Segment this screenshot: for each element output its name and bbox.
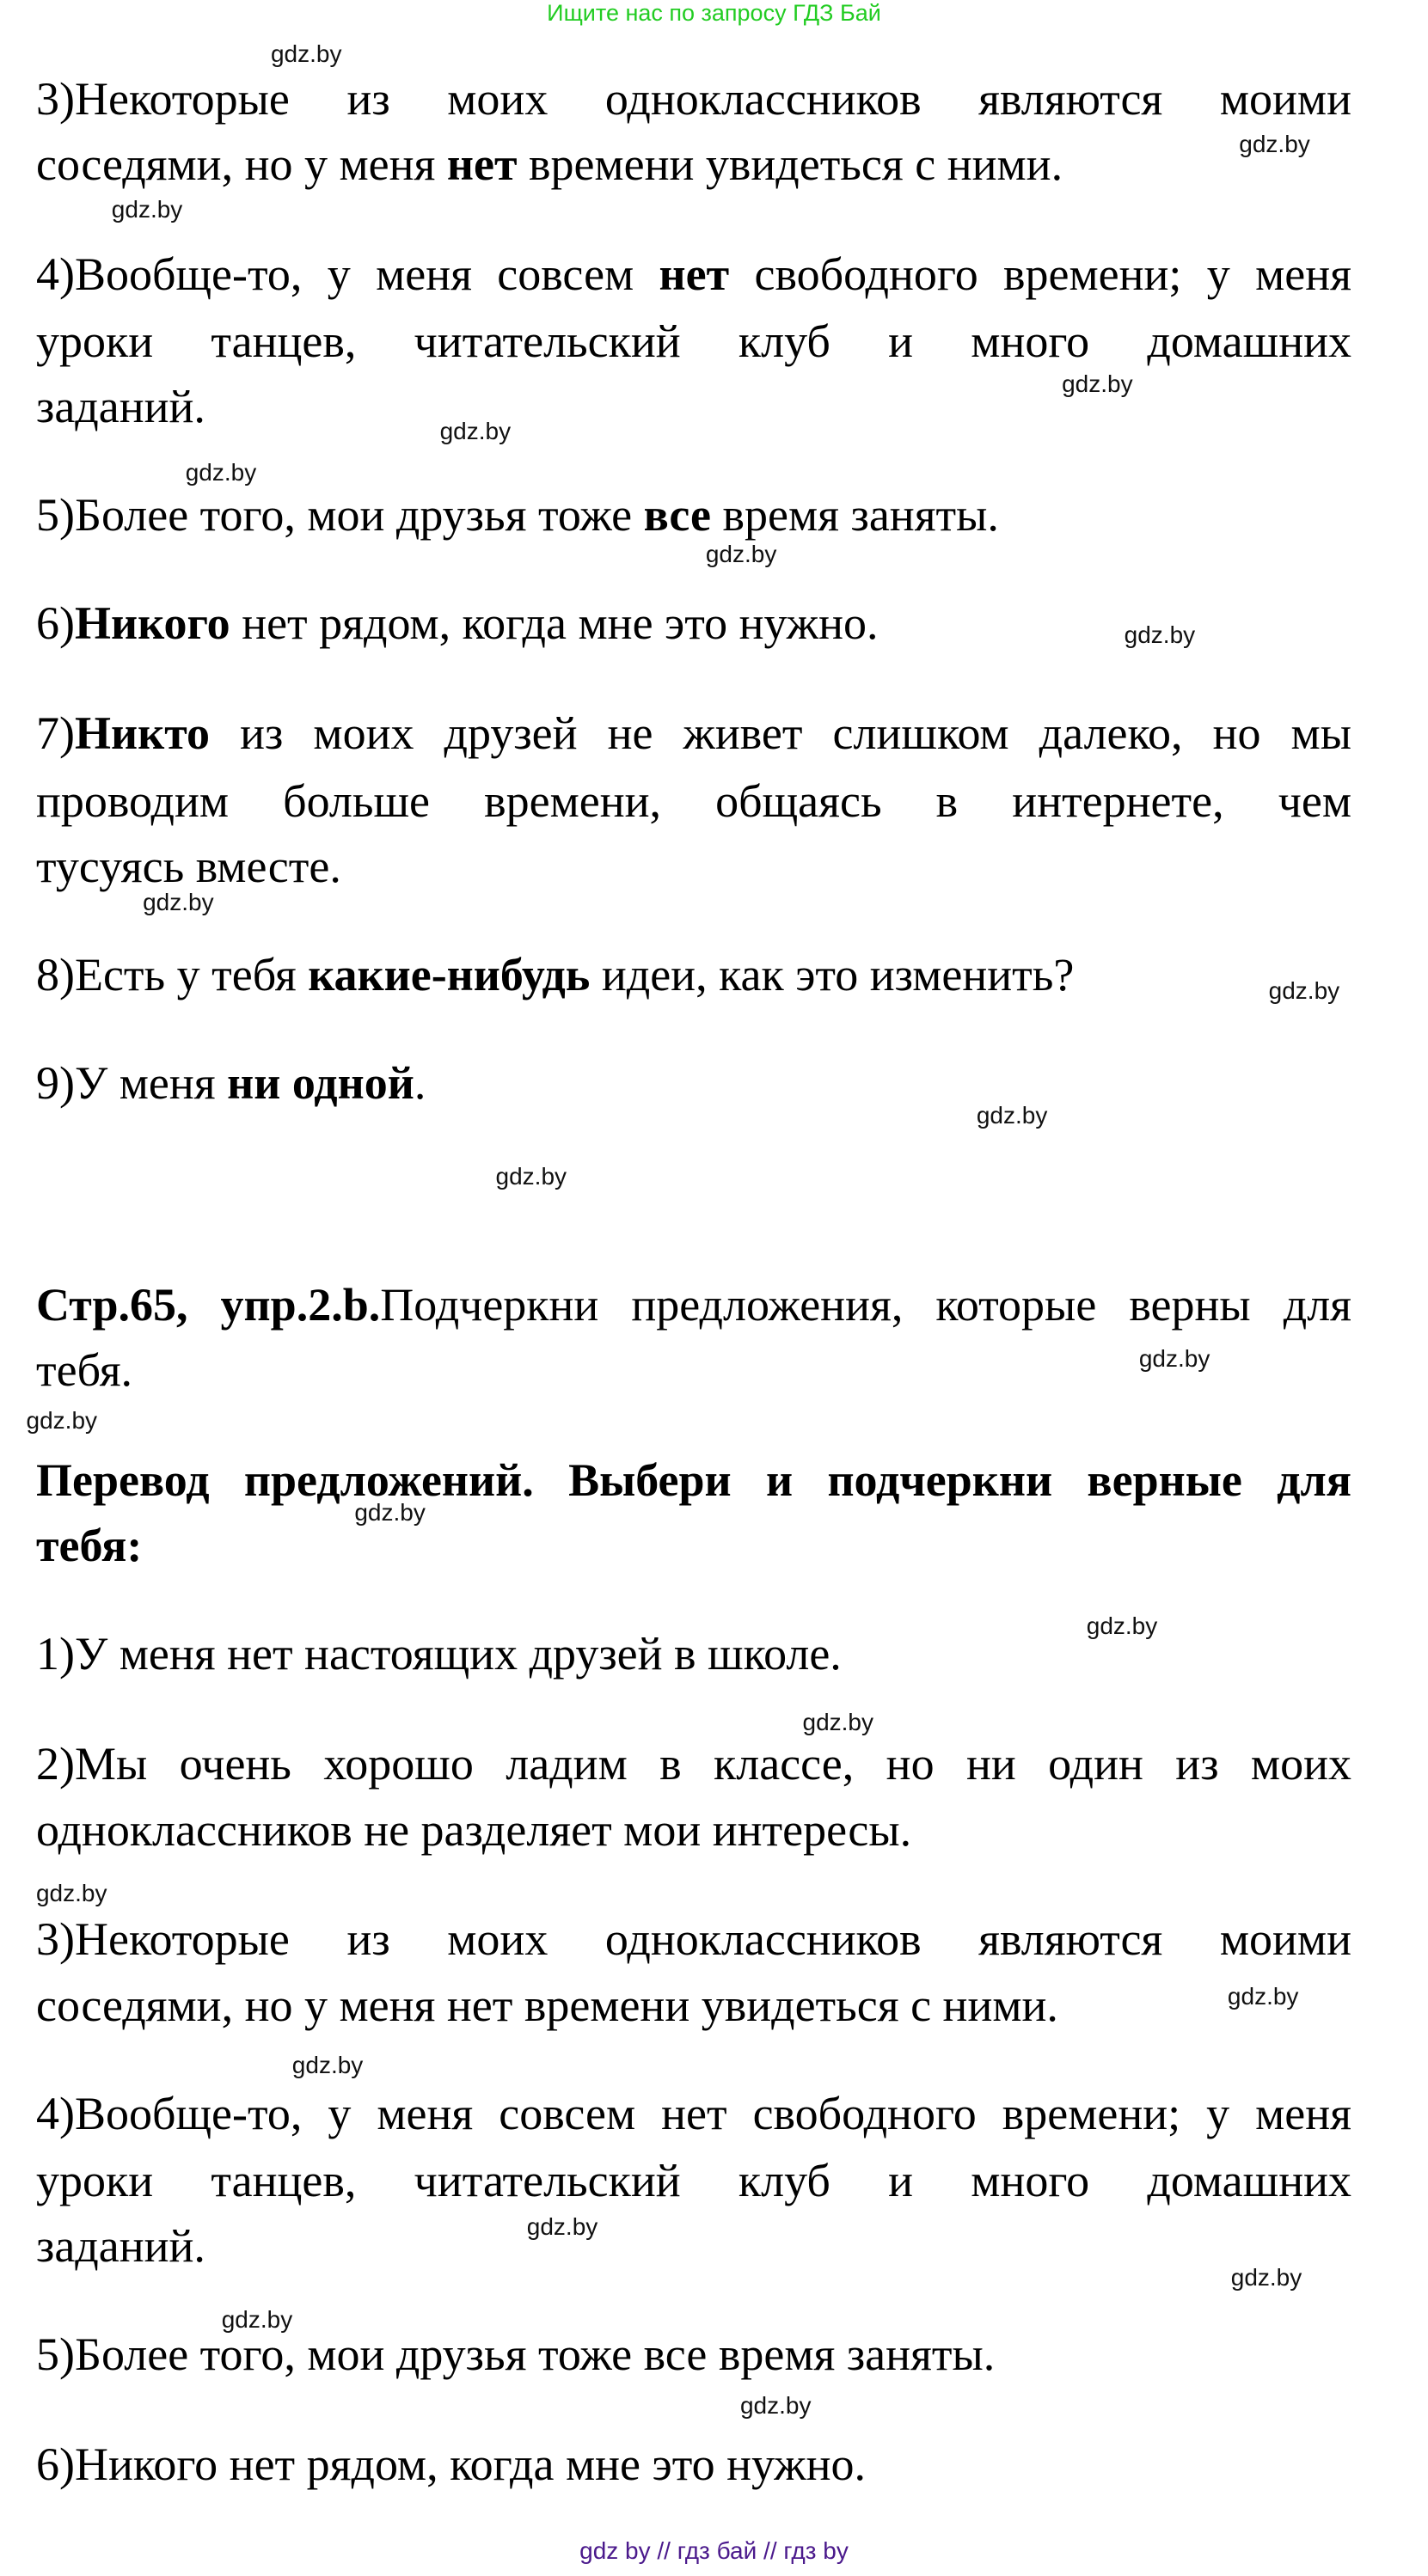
watermark: gdz.by <box>185 458 257 486</box>
text: 3)Некоторые из моих одноклассников являются моими <box>36 1913 1351 1966</box>
text: одноклассников не разделяет мои интересы. <box>36 1803 912 1856</box>
watermark: gdz.by <box>1124 621 1196 648</box>
text: тебя. <box>36 1344 133 1396</box>
paragraph-line <box>36 1272 1351 1337</box>
text: 3)Некоторые из моих одноклассников являются моими <box>36 72 1351 125</box>
text: 9)У меня <box>36 1056 228 1109</box>
watermark: gdz.by <box>143 888 214 915</box>
text: 7) <box>36 707 75 760</box>
watermark: gdz.by <box>35 1879 107 1906</box>
bold-text: Перевод предложений. Выбери и подчеркни верные для <box>36 1453 1351 1506</box>
text: 2)Мы очень хорошо ладим в классе, но ни один из моих <box>36 1738 1351 1790</box>
paragraph-line <box>36 834 1351 899</box>
text: тусуясь вместе. <box>36 840 341 892</box>
text: нет рядом, когда мне это нужно. <box>230 597 879 650</box>
text: соседями, но у меня нет времени увидеться с ними. <box>36 1979 1058 2031</box>
text: уроки танцев, читательский клуб и много домашних <box>36 2155 1351 2207</box>
paragraph-line <box>36 1906 1351 1972</box>
text: уроки танцев, читательский клуб и много домашних <box>36 315 1351 368</box>
text: заданий. <box>36 381 205 433</box>
text: проводим больше времени, общаясь в интернете, чем <box>36 774 1351 827</box>
paragraph-line <box>36 132 1351 197</box>
bold-text: Никого <box>74 597 230 650</box>
paragraph-line <box>36 2213 1351 2279</box>
paragraph-line <box>36 2081 1351 2146</box>
watermark: gdz.by <box>526 2212 598 2240</box>
watermark: gdz.by <box>1138 1344 1210 1372</box>
text: заданий. <box>36 2220 205 2273</box>
watermark: gdz.by <box>1062 370 1133 397</box>
text: 6) <box>36 597 75 650</box>
text: 6)Никого нет рядом, когда мне это нужно. <box>36 2438 866 2491</box>
bold-text: тебя: <box>36 1520 143 1572</box>
text: времени увидеться с ними. <box>517 138 1063 190</box>
watermark: gdz.by <box>221 2306 293 2334</box>
paragraph-line <box>36 1513 1351 1578</box>
text: соседями, но у меня <box>36 138 447 190</box>
search-banner[interactable]: Ищите нас по запросу ГДЗ Бай <box>547 0 881 26</box>
paragraph-line <box>36 374 1351 439</box>
text: 5)Более того, мои друзья тоже <box>36 489 644 542</box>
paragraph-line <box>36 768 1351 834</box>
bold-text: Стр.65, упр.2.b. <box>36 1278 381 1331</box>
text: идеи, как это изменить? <box>590 948 1075 1000</box>
watermark: gdz.by <box>802 1709 873 1736</box>
text: Подчеркни предложения, которые верны для <box>380 1278 1351 1331</box>
paragraph-line <box>36 1050 1351 1116</box>
bold-text: какие-нибудь <box>308 948 591 1000</box>
watermark: gdz.by <box>1239 130 1310 157</box>
paragraph-line <box>36 2432 1351 2497</box>
paragraph-line <box>36 1731 1351 1796</box>
text: свободного времени; у меня <box>729 248 1351 300</box>
watermark: gdz.by <box>976 1102 1048 1129</box>
watermark: gdz.by <box>739 2391 812 2419</box>
paragraph-line <box>36 942 1351 1007</box>
text: 8)Есть у тебя <box>36 948 309 1000</box>
paragraph-line <box>36 1447 1351 1513</box>
text: из моих друзей не живет слишком далеко, но мы <box>210 707 1351 760</box>
watermark: gdz.by <box>1268 977 1340 1005</box>
bold-text: нет <box>659 248 730 300</box>
paragraph-line <box>36 482 1351 548</box>
text: время заняты. <box>711 489 999 542</box>
watermark: gdz.by <box>1227 1983 1299 2010</box>
paragraph-line <box>36 1973 1351 2038</box>
bold-text: нет <box>446 138 518 190</box>
text: 4)Вообще-то, у меня совсем нет свободного времени; у меня <box>36 2087 1351 2139</box>
bold-text: ни одной <box>227 1056 414 1109</box>
paragraph-line <box>36 701 1351 766</box>
text: 5)Более того, мои друзья тоже все время заняты. <box>36 2328 996 2381</box>
paragraph-line <box>36 66 1351 132</box>
bold-text: все <box>643 489 712 542</box>
paragraph-line <box>36 1797 1351 1863</box>
paragraph-line <box>36 309 1351 374</box>
watermark: gdz.by <box>495 1162 567 1190</box>
watermark: gdz.by <box>1230 2263 1302 2291</box>
paragraph-line <box>36 242 1351 307</box>
bold-text: Никто <box>74 707 211 760</box>
text: . <box>414 1056 426 1109</box>
paragraph-line <box>36 2148 1351 2213</box>
watermark: gdz.by <box>111 196 183 223</box>
watermark: gdz.by <box>291 2052 364 2079</box>
watermark: gdz.by <box>354 1499 426 1527</box>
watermark: gdz.by <box>705 541 777 568</box>
text: 4)Вообще-то, у меня совсем <box>36 248 659 300</box>
text: 1)У меня нет настоящих друзей в школе. <box>36 1628 842 1680</box>
watermark: gdz.by <box>270 40 342 67</box>
watermark: gdz.by <box>1086 1612 1158 1639</box>
watermark: gdz.by <box>26 1407 98 1435</box>
watermark: gdz.by <box>439 418 512 445</box>
footer-links[interactable]: gdz by // гдз бай // гдз by <box>579 2537 849 2564</box>
